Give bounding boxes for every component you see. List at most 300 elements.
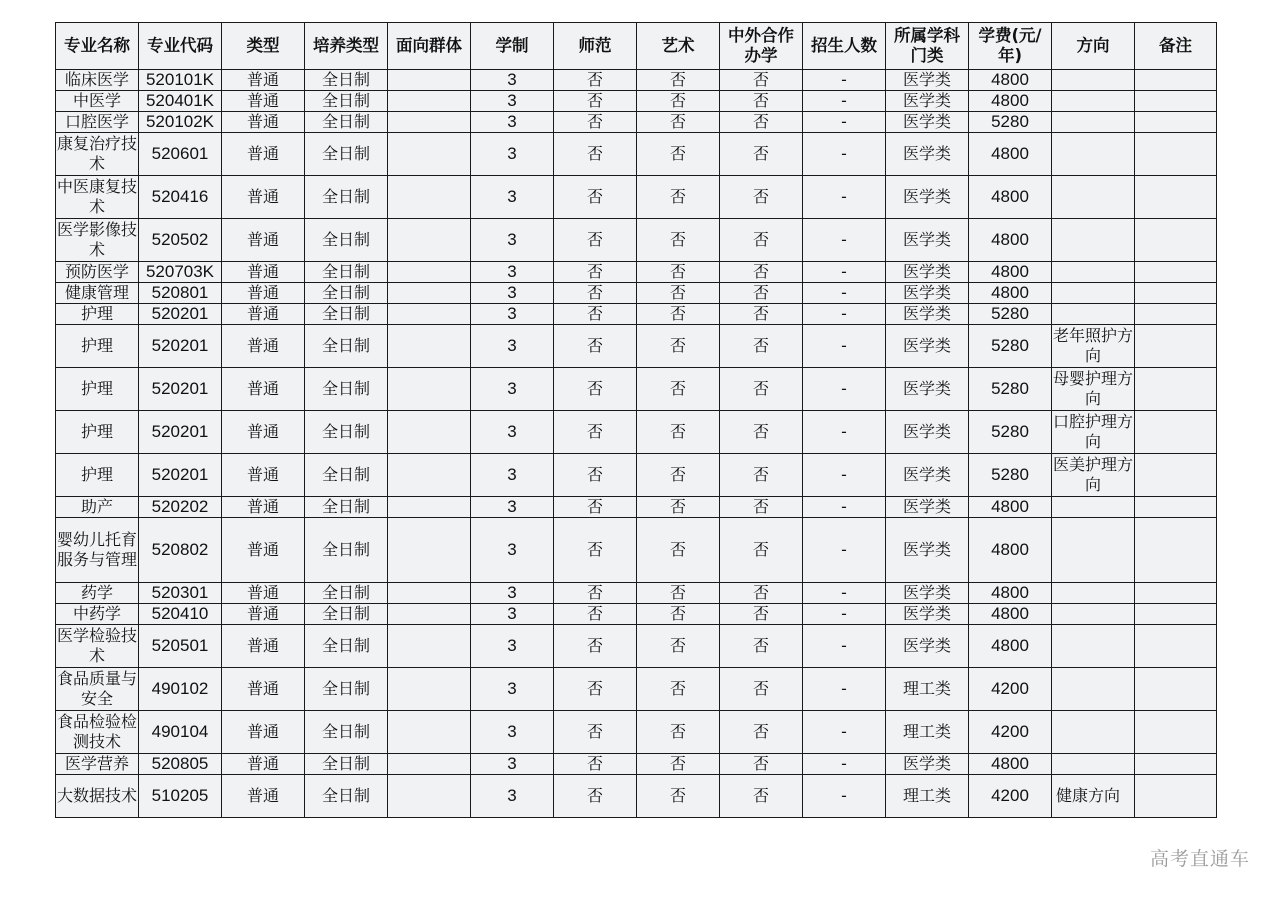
discipline-cell: 医学类 bbox=[886, 497, 969, 518]
table-row bbox=[56, 518, 1217, 583]
major-name-cell: 中药学 bbox=[56, 604, 139, 625]
enrollment-cell: - bbox=[803, 497, 886, 518]
tuition-cell: 5280 bbox=[969, 325, 1052, 368]
training-type-cell: 全日制 bbox=[305, 219, 388, 262]
duration-cell: 3 bbox=[471, 711, 554, 754]
tuition-cell: 4800 bbox=[969, 583, 1052, 604]
enrollment-cell: - bbox=[803, 754, 886, 775]
duration-cell: 3 bbox=[471, 411, 554, 454]
art-cell: 否 bbox=[637, 454, 720, 497]
type-cell: 普通 bbox=[222, 668, 305, 711]
major-code-cell: 520201 bbox=[139, 304, 222, 325]
direction-cell bbox=[1052, 176, 1135, 219]
art-cell: 否 bbox=[637, 133, 720, 176]
tuition-cell: 5280 bbox=[969, 112, 1052, 133]
direction-cell bbox=[1052, 304, 1135, 325]
major-code-cell: 520805 bbox=[139, 754, 222, 775]
tuition-cell: 4800 bbox=[969, 497, 1052, 518]
tuition-cell: 4800 bbox=[969, 91, 1052, 112]
enrollment-cell: - bbox=[803, 368, 886, 411]
training-type-cell: 全日制 bbox=[305, 112, 388, 133]
training-type-cell: 全日制 bbox=[305, 368, 388, 411]
discipline-cell: 医学类 bbox=[886, 112, 969, 133]
table-row bbox=[56, 91, 1217, 112]
direction-cell bbox=[1052, 112, 1135, 133]
target-group-cell bbox=[388, 754, 471, 775]
duration-cell: 3 bbox=[471, 133, 554, 176]
normal-cell: 否 bbox=[554, 112, 637, 133]
cooperation-cell: 否 bbox=[720, 112, 803, 133]
duration-cell: 3 bbox=[471, 583, 554, 604]
note-cell bbox=[1135, 775, 1217, 818]
direction-cell bbox=[1052, 754, 1135, 775]
major-code-cell: 510205 bbox=[139, 775, 222, 818]
training-type-cell: 全日制 bbox=[305, 283, 388, 304]
major-name-cell: 医学检验技术 bbox=[56, 625, 139, 668]
enrollment-cell: - bbox=[803, 325, 886, 368]
cooperation-cell: 否 bbox=[720, 219, 803, 262]
table-row bbox=[56, 176, 1217, 219]
table-row bbox=[56, 625, 1217, 668]
enrollment-cell: - bbox=[803, 133, 886, 176]
duration-cell: 3 bbox=[471, 304, 554, 325]
header-tuition: 学费(元/年) bbox=[969, 23, 1052, 70]
cooperation-cell: 否 bbox=[720, 454, 803, 497]
cooperation-cell: 否 bbox=[720, 176, 803, 219]
enrollment-cell: - bbox=[803, 411, 886, 454]
major-name-cell: 医学影像技术 bbox=[56, 219, 139, 262]
tuition-cell: 4200 bbox=[969, 775, 1052, 818]
type-cell: 普通 bbox=[222, 219, 305, 262]
type-cell: 普通 bbox=[222, 454, 305, 497]
major-code-cell: 520502 bbox=[139, 219, 222, 262]
discipline-cell: 医学类 bbox=[886, 325, 969, 368]
duration-cell: 3 bbox=[471, 625, 554, 668]
discipline-cell: 理工类 bbox=[886, 668, 969, 711]
note-cell bbox=[1135, 262, 1217, 283]
duration-cell: 3 bbox=[471, 668, 554, 711]
note-cell bbox=[1135, 711, 1217, 754]
discipline-cell: 医学类 bbox=[886, 454, 969, 497]
note-cell bbox=[1135, 583, 1217, 604]
tuition-cell: 4800 bbox=[969, 70, 1052, 91]
target-group-cell bbox=[388, 325, 471, 368]
art-cell: 否 bbox=[637, 219, 720, 262]
duration-cell: 3 bbox=[471, 518, 554, 583]
discipline-cell: 医学类 bbox=[886, 283, 969, 304]
normal-cell: 否 bbox=[554, 775, 637, 818]
cooperation-cell: 否 bbox=[720, 711, 803, 754]
normal-cell: 否 bbox=[554, 262, 637, 283]
tuition-cell: 5280 bbox=[969, 411, 1052, 454]
type-cell: 普通 bbox=[222, 325, 305, 368]
major-name-cell: 口腔医学 bbox=[56, 112, 139, 133]
tuition-cell: 4800 bbox=[969, 604, 1052, 625]
training-type-cell: 全日制 bbox=[305, 176, 388, 219]
enrollment-cell: - bbox=[803, 454, 886, 497]
target-group-cell bbox=[388, 583, 471, 604]
note-cell bbox=[1135, 497, 1217, 518]
major-name-cell: 护理 bbox=[56, 411, 139, 454]
target-group-cell bbox=[388, 668, 471, 711]
training-type-cell: 全日制 bbox=[305, 775, 388, 818]
major-code-cell: 520201 bbox=[139, 454, 222, 497]
art-cell: 否 bbox=[637, 754, 720, 775]
duration-cell: 3 bbox=[471, 368, 554, 411]
art-cell: 否 bbox=[637, 70, 720, 91]
table-row bbox=[56, 583, 1217, 604]
target-group-cell bbox=[388, 604, 471, 625]
tuition-cell: 4200 bbox=[969, 668, 1052, 711]
art-cell: 否 bbox=[637, 711, 720, 754]
cooperation-cell: 否 bbox=[720, 775, 803, 818]
major-name-cell: 婴幼儿托育服务与管理 bbox=[56, 518, 139, 583]
table-row bbox=[56, 325, 1217, 368]
type-cell: 普通 bbox=[222, 754, 305, 775]
target-group-cell bbox=[388, 112, 471, 133]
note-cell bbox=[1135, 133, 1217, 176]
art-cell: 否 bbox=[637, 176, 720, 219]
type-cell: 普通 bbox=[222, 583, 305, 604]
type-cell: 普通 bbox=[222, 112, 305, 133]
table-row bbox=[56, 133, 1217, 176]
table-row bbox=[56, 497, 1217, 518]
note-cell bbox=[1135, 518, 1217, 583]
discipline-cell: 医学类 bbox=[886, 411, 969, 454]
duration-cell: 3 bbox=[471, 454, 554, 497]
cooperation-cell: 否 bbox=[720, 262, 803, 283]
header-major-name: 专业名称 bbox=[56, 23, 139, 70]
major-name-cell: 中医学 bbox=[56, 91, 139, 112]
table-row bbox=[56, 775, 1217, 818]
major-code-cell: 520201 bbox=[139, 411, 222, 454]
cooperation-cell: 否 bbox=[720, 518, 803, 583]
type-cell: 普通 bbox=[222, 518, 305, 583]
target-group-cell bbox=[388, 91, 471, 112]
training-type-cell: 全日制 bbox=[305, 604, 388, 625]
type-cell: 普通 bbox=[222, 262, 305, 283]
training-type-cell: 全日制 bbox=[305, 262, 388, 283]
major-name-cell: 助产 bbox=[56, 497, 139, 518]
major-code-cell: 490102 bbox=[139, 668, 222, 711]
major-code-cell: 520101K bbox=[139, 70, 222, 91]
tuition-cell: 5280 bbox=[969, 368, 1052, 411]
enrollment-cell: - bbox=[803, 219, 886, 262]
normal-cell: 否 bbox=[554, 368, 637, 411]
duration-cell: 3 bbox=[471, 497, 554, 518]
training-type-cell: 全日制 bbox=[305, 304, 388, 325]
tuition-cell: 4800 bbox=[969, 754, 1052, 775]
normal-cell: 否 bbox=[554, 91, 637, 112]
major-name-cell: 食品质量与安全 bbox=[56, 668, 139, 711]
direction-cell bbox=[1052, 262, 1135, 283]
note-cell bbox=[1135, 604, 1217, 625]
cooperation-cell: 否 bbox=[720, 625, 803, 668]
normal-cell: 否 bbox=[554, 583, 637, 604]
normal-cell: 否 bbox=[554, 304, 637, 325]
enrollment-cell: - bbox=[803, 70, 886, 91]
type-cell: 普通 bbox=[222, 497, 305, 518]
direction-cell bbox=[1052, 283, 1135, 304]
duration-cell: 3 bbox=[471, 70, 554, 91]
duration-cell: 3 bbox=[471, 91, 554, 112]
header-normal: 师范 bbox=[554, 23, 637, 70]
enrollment-cell: - bbox=[803, 283, 886, 304]
note-cell bbox=[1135, 219, 1217, 262]
cooperation-cell: 否 bbox=[720, 754, 803, 775]
art-cell: 否 bbox=[637, 625, 720, 668]
duration-cell: 3 bbox=[471, 604, 554, 625]
cooperation-cell: 否 bbox=[720, 304, 803, 325]
type-cell: 普通 bbox=[222, 283, 305, 304]
tuition-cell: 4800 bbox=[969, 518, 1052, 583]
discipline-cell: 医学类 bbox=[886, 754, 969, 775]
direction-cell bbox=[1052, 219, 1135, 262]
cooperation-cell: 否 bbox=[720, 133, 803, 176]
watermark: 高考直通车 bbox=[1149, 848, 1250, 870]
major-code-cell: 520601 bbox=[139, 133, 222, 176]
art-cell: 否 bbox=[637, 411, 720, 454]
training-type-cell: 全日制 bbox=[305, 91, 388, 112]
discipline-cell: 医学类 bbox=[886, 625, 969, 668]
cooperation-cell: 否 bbox=[720, 368, 803, 411]
direction-cell bbox=[1052, 497, 1135, 518]
direction-cell bbox=[1052, 625, 1135, 668]
normal-cell: 否 bbox=[554, 176, 637, 219]
discipline-cell: 医学类 bbox=[886, 368, 969, 411]
art-cell: 否 bbox=[637, 368, 720, 411]
major-code-cell: 520301 bbox=[139, 583, 222, 604]
major-name-cell: 护理 bbox=[56, 454, 139, 497]
type-cell: 普通 bbox=[222, 625, 305, 668]
header-target-group: 面向群体 bbox=[388, 23, 471, 70]
target-group-cell bbox=[388, 304, 471, 325]
normal-cell: 否 bbox=[554, 283, 637, 304]
direction-cell bbox=[1052, 711, 1135, 754]
enrollment-cell: - bbox=[803, 112, 886, 133]
cooperation-cell: 否 bbox=[720, 283, 803, 304]
art-cell: 否 bbox=[637, 668, 720, 711]
major-name-cell: 预防医学 bbox=[56, 262, 139, 283]
normal-cell: 否 bbox=[554, 518, 637, 583]
note-cell bbox=[1135, 176, 1217, 219]
tuition-cell: 4800 bbox=[969, 625, 1052, 668]
tuition-cell: 4800 bbox=[969, 219, 1052, 262]
major-name-cell: 中医康复技术 bbox=[56, 176, 139, 219]
art-cell: 否 bbox=[637, 112, 720, 133]
cooperation-cell: 否 bbox=[720, 497, 803, 518]
major-name-cell: 护理 bbox=[56, 325, 139, 368]
duration-cell: 3 bbox=[471, 219, 554, 262]
training-type-cell: 全日制 bbox=[305, 625, 388, 668]
duration-cell: 3 bbox=[471, 176, 554, 219]
art-cell: 否 bbox=[637, 604, 720, 625]
art-cell: 否 bbox=[637, 518, 720, 583]
type-cell: 普通 bbox=[222, 604, 305, 625]
target-group-cell bbox=[388, 518, 471, 583]
training-type-cell: 全日制 bbox=[305, 711, 388, 754]
discipline-cell: 医学类 bbox=[886, 91, 969, 112]
table-row bbox=[56, 604, 1217, 625]
target-group-cell bbox=[388, 625, 471, 668]
note-cell bbox=[1135, 112, 1217, 133]
normal-cell: 否 bbox=[554, 325, 637, 368]
table-row bbox=[56, 411, 1217, 454]
discipline-cell: 理工类 bbox=[886, 711, 969, 754]
target-group-cell bbox=[388, 133, 471, 176]
discipline-cell: 医学类 bbox=[886, 133, 969, 176]
table-row bbox=[56, 70, 1217, 91]
target-group-cell bbox=[388, 176, 471, 219]
target-group-cell bbox=[388, 368, 471, 411]
training-type-cell: 全日制 bbox=[305, 497, 388, 518]
major-code-cell: 520201 bbox=[139, 368, 222, 411]
discipline-cell: 医学类 bbox=[886, 262, 969, 283]
duration-cell: 3 bbox=[471, 262, 554, 283]
note-cell bbox=[1135, 368, 1217, 411]
cooperation-cell: 否 bbox=[720, 91, 803, 112]
enrollment-cell: - bbox=[803, 668, 886, 711]
duration-cell: 3 bbox=[471, 112, 554, 133]
art-cell: 否 bbox=[637, 304, 720, 325]
major-code-cell: 520201 bbox=[139, 325, 222, 368]
normal-cell: 否 bbox=[554, 711, 637, 754]
header-training-type: 培养类型 bbox=[305, 23, 388, 70]
direction-cell: 老年照护方向 bbox=[1052, 325, 1135, 368]
major-name-cell: 健康管理 bbox=[56, 283, 139, 304]
note-cell bbox=[1135, 304, 1217, 325]
header-note: 备注 bbox=[1135, 23, 1217, 70]
discipline-cell: 医学类 bbox=[886, 176, 969, 219]
direction-cell: 医美护理方向 bbox=[1052, 454, 1135, 497]
major-name-cell: 护理 bbox=[56, 304, 139, 325]
target-group-cell bbox=[388, 775, 471, 818]
target-group-cell bbox=[388, 219, 471, 262]
cooperation-cell: 否 bbox=[720, 70, 803, 91]
normal-cell: 否 bbox=[554, 70, 637, 91]
discipline-cell: 医学类 bbox=[886, 518, 969, 583]
target-group-cell bbox=[388, 454, 471, 497]
direction-cell bbox=[1052, 133, 1135, 176]
table-row bbox=[56, 754, 1217, 775]
normal-cell: 否 bbox=[554, 604, 637, 625]
header-type: 类型 bbox=[222, 23, 305, 70]
target-group-cell bbox=[388, 711, 471, 754]
major-name-cell: 临床医学 bbox=[56, 70, 139, 91]
normal-cell: 否 bbox=[554, 219, 637, 262]
duration-cell: 3 bbox=[471, 325, 554, 368]
note-cell bbox=[1135, 411, 1217, 454]
discipline-cell: 医学类 bbox=[886, 219, 969, 262]
header-cooperation: 中外合作办学 bbox=[720, 23, 803, 70]
target-group-cell bbox=[388, 411, 471, 454]
type-cell: 普通 bbox=[222, 368, 305, 411]
direction-cell bbox=[1052, 668, 1135, 711]
training-type-cell: 全日制 bbox=[305, 325, 388, 368]
discipline-cell: 医学类 bbox=[886, 70, 969, 91]
type-cell: 普通 bbox=[222, 775, 305, 818]
major-name-cell: 食品检验检测技术 bbox=[56, 711, 139, 754]
art-cell: 否 bbox=[637, 91, 720, 112]
training-type-cell: 全日制 bbox=[305, 754, 388, 775]
type-cell: 普通 bbox=[222, 70, 305, 91]
note-cell bbox=[1135, 754, 1217, 775]
tuition-cell: 4800 bbox=[969, 262, 1052, 283]
target-group-cell bbox=[388, 497, 471, 518]
major-code-cell: 490104 bbox=[139, 711, 222, 754]
enrollment-cell: - bbox=[803, 625, 886, 668]
art-cell: 否 bbox=[637, 775, 720, 818]
type-cell: 普通 bbox=[222, 411, 305, 454]
target-group-cell bbox=[388, 70, 471, 91]
table-body bbox=[56, 70, 1217, 818]
note-cell bbox=[1135, 668, 1217, 711]
major-code-cell: 520416 bbox=[139, 176, 222, 219]
normal-cell: 否 bbox=[554, 668, 637, 711]
cooperation-cell: 否 bbox=[720, 411, 803, 454]
normal-cell: 否 bbox=[554, 411, 637, 454]
duration-cell: 3 bbox=[471, 754, 554, 775]
note-cell bbox=[1135, 283, 1217, 304]
table-row bbox=[56, 454, 1217, 497]
table-row bbox=[56, 112, 1217, 133]
tuition-cell: 5280 bbox=[969, 304, 1052, 325]
major-code-cell: 520801 bbox=[139, 283, 222, 304]
note-cell bbox=[1135, 70, 1217, 91]
enrollment-cell: - bbox=[803, 304, 886, 325]
table-row bbox=[56, 262, 1217, 283]
header-discipline: 所属学科门类 bbox=[886, 23, 969, 70]
cooperation-cell: 否 bbox=[720, 604, 803, 625]
header-art: 艺术 bbox=[637, 23, 720, 70]
cooperation-cell: 否 bbox=[720, 668, 803, 711]
training-type-cell: 全日制 bbox=[305, 518, 388, 583]
direction-cell: 母婴护理方向 bbox=[1052, 368, 1135, 411]
target-group-cell bbox=[388, 262, 471, 283]
discipline-cell: 医学类 bbox=[886, 304, 969, 325]
major-name-cell: 护理 bbox=[56, 368, 139, 411]
major-name-cell: 大数据技术 bbox=[56, 775, 139, 818]
direction-cell: 口腔护理方向 bbox=[1052, 411, 1135, 454]
art-cell: 否 bbox=[637, 583, 720, 604]
normal-cell: 否 bbox=[554, 625, 637, 668]
tuition-cell: 4800 bbox=[969, 283, 1052, 304]
major-code-cell: 520802 bbox=[139, 518, 222, 583]
note-cell bbox=[1135, 625, 1217, 668]
note-cell bbox=[1135, 454, 1217, 497]
direction-cell bbox=[1052, 70, 1135, 91]
enrollment-cell: - bbox=[803, 711, 886, 754]
cooperation-cell: 否 bbox=[720, 583, 803, 604]
training-type-cell: 全日制 bbox=[305, 70, 388, 91]
enrollment-cell: - bbox=[803, 583, 886, 604]
enrollment-cell: - bbox=[803, 91, 886, 112]
tuition-cell: 4800 bbox=[969, 133, 1052, 176]
major-name-cell: 药学 bbox=[56, 583, 139, 604]
direction-cell bbox=[1052, 604, 1135, 625]
table-row bbox=[56, 711, 1217, 754]
table-row bbox=[56, 304, 1217, 325]
table-row bbox=[56, 283, 1217, 304]
direction-cell bbox=[1052, 91, 1135, 112]
type-cell: 普通 bbox=[222, 176, 305, 219]
table-header-row bbox=[56, 23, 1217, 70]
normal-cell: 否 bbox=[554, 454, 637, 497]
enrollment-cell: - bbox=[803, 176, 886, 219]
header-duration: 学制 bbox=[471, 23, 554, 70]
type-cell: 普通 bbox=[222, 711, 305, 754]
art-cell: 否 bbox=[637, 497, 720, 518]
